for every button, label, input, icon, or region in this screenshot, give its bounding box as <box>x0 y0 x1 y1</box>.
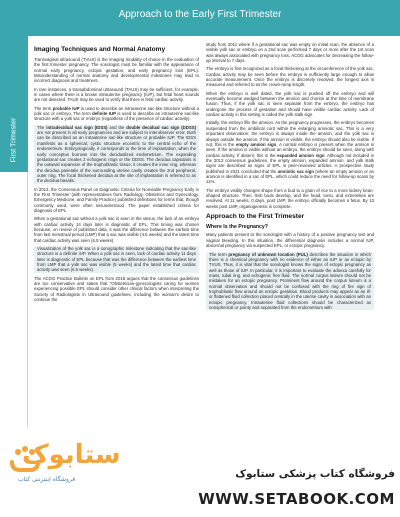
logo-tagline: فروشگاه اینترنتی کتاب <box>18 476 76 483</box>
key-term: pregnancy of unknown location (PUL) <box>228 251 308 257</box>
highlighted-paragraph: The intradecidual sac sign (IDSS) and the double decidual sac sign (DDSS) are not present in all early pregnancies and are subject to interobserver error. Both can be described as an intrauterine sac-like structure or probable IUP. The IDSS manifests as a spherical, cystic structure eccentric to the central echo of the endometrium. Embryologically, it corresponds to the time of implantation, when the early conceptus burrows into the decidualized endometrium. The expanding gestational sac creates 2 echogenic rings or the DDSS. The decidua capsularis is the outward expansion of the trophoblastic tissue; it creates the inner ring, whereas the decidua parietalis of the surrounding uterine cavity creates the 2nd peripheral, outer ring. The focal thickened decidua at the site of implantation is referred to as the decidua basalis. <box>34 125 199 184</box>
subsection-heading: Where Is the Pregnancy? <box>206 223 268 230</box>
section-heading: Approach to the First Trimester <box>206 212 305 220</box>
logo-wordmark: ستابوک <box>22 440 121 470</box>
left-text-column <box>34 42 199 434</box>
key-term: definite IUP <box>92 111 116 117</box>
right-text-column <box>206 42 374 434</box>
key-term: expanded amnion sign <box>277 152 325 158</box>
paragraph: study from 2011 where if a gestational sac was empty on initial scan, the absence of a visible yolk sac or embryo on a 2nd scan performed 7 days or more after the 1st scan was always associated with pregnancy loss. ACOG advocates for decreasing the follow-up interval to 7 days. <box>206 42 374 64</box>
section-heading: Imaging Techniques and Normal Anatomy <box>34 46 166 53</box>
side-tab-label: First Trimester <box>10 117 18 163</box>
side-section-tab <box>0 36 28 172</box>
setabook-logo <box>8 440 128 490</box>
key-term: probable IUP <box>52 105 80 111</box>
chapter-title: Approach to the Early First Trimester <box>118 9 282 20</box>
paragraph: In rare instances, a transabdominal ultrasound (TAUS) may be sufficient, for example, in cases where there is a known intrauterine pregnancy (IUP), but fetal heart sounds are not detected. TAUS may be used to verify that there is fetal cardiac activity. <box>34 86 199 103</box>
paragraph: Many patients present to the sonologist with a history of a positive pregnancy test and vaginal bleeding. In this situation, the differential diagnosis includes a normal IUP, abnormal pregnancy via suspected EPL, or ectopic pregnancy. <box>206 232 374 249</box>
key-term: empty amnion sign <box>235 141 277 147</box>
highlighted-paragraph: The term pregnancy of unknown location (PUL) describes the situation in which there is a chemical pregnancy with no evidence of either an IUP or an ectopic by TVUS. Thus, it is vital that the sonologist knows the signs of ectopic pregnancy as well as those of IUP. In particular, it is important to evaluate the adnexa carefully for mass, tubal ring, and echogenic free fluid. The normal corpus luteum should not be mistaken for an ectopic pregnancy. Prominent flow around the corpus luteum is a normal observation and should not be confused with the ring of fire sign of trophoblastic flow around an ectopic gestation. Blood products may appear as an ill- or flattened fluid collection placed centrally in the uterine cavity in association with an ectopic pregnancy. Intrauterine fluid collections should be characterized as nonspherical or pointy and separated from the endometrium with <box>206 252 374 311</box>
paragraph: When the embryo is well dated, the yolk sac is pushed off the embryo and will eventually become wedged between the amnion and chorion at the time of membrane fusion. Thus, if the yolk sac is seen separate from the embryo, the embryo has undergone the process of gestation and should have visible cardiac activity. Lack of cardiac activity in this setting is called the yolk stalk sign. <box>206 90 374 118</box>
paragraph: Initially, the embryo fills the amnion. As the pregnancy progresses, the embryo becomes suspended from the umbilical cord within the enlarging amniotic sac. This is a very important observation; the embryo is always inside the amnion, and the yolk sac is always outside the amnion. If the amnion is visible, the embryo should also be visible. If not, this is the empty amnion sign. A normal embryo is present when the amnion is seen. If the amnion is visible without an embryo, the embryo should be seen, along with cardiac activity. If absent, this is the expanded amnion sign. Although not included in the 2013 consensus guidelines, the empty amnion, expanded amnion, and yolk stalk signs are described as signs of EPL in peer-reviewed articles. A prospective study published in 2021 concluded that the amniotic sac sign (where an empty amnion or an amnion is identified in a sac of EPL, which could reduce the need for follow-up scans by 11%. <box>206 120 374 185</box>
paragraph: The ACOG Practice Bulletin on EPL from 2018 argues that the consensus guidelines are too conservative and states that "Obstetrician-gynecologists caring for women experiencing possible EPL should consider other clinical factors when interpreting the Society of Radiologists in Ultrasound guidelines, including the woman's desire to continue the <box>34 275 199 303</box>
chapter-header-bar <box>0 0 400 36</box>
paragraph: The term probable IUP is used to describe an intrauterine sac-like structure without a yolk sac or embryo. The term definite IUP is used to describe an intrauterine sac-like structure with a yolk sac or embryo (regardless of the presence of cardiac activity). <box>34 105 199 122</box>
banner-store-name: فروشگاه کتاب پزشکی ستابوک <box>235 468 395 480</box>
paragraph: In 2013, the Consensus Panel on Diagnostic Criteria for Nonviable Pregnancy Early in the First Trimester (with representatives from Radiology, Obstetrics and Gynecology, Emergency Medicine, and Family Practice) published definitions for terms that, though commonly used, were often misunderstood. The paper established criteria for diagnosis of EPL. <box>34 186 199 213</box>
key-term: intradecidual sac sign (IDSS) <box>46 124 108 130</box>
paragraph: When a gestational sac without a yolk sac is seen in the uterus, the lack of an embryo with cardiac activity 14 days later is diagnostic of EPL. This timing was chosen because, on review of published data, it was the difference between the earliest time from last menstrual period (LMP) that a sac was visible (4.5 weeks) and the latest time that cardiac activity was seen (6.5 weeks). <box>34 216 199 243</box>
paragraph: The embryo is first recognized as a focal thickening at the circumference of the yolk sac. Cardiac activity may be seen before the embryo is sufficiently large enough to allow accurate measurement. Once the embryo is discretely resolved, the longest axis is measured and referred to as the crown-rump length. <box>206 66 374 88</box>
side-divider <box>27 172 28 428</box>
highlighted-paragraph: Visualization of the yolk sac is a sonographic milestone indicating that the sac-like structure is a definite IUP. When a yolk sac is seen, lack of cardiac activity 11 days later is diagnostic of EPL because that was the difference between the earliest time from LMP that a yolk sac was visible (5 weeks) and the latest time that cardiac activity was seen (6.5 weeks). <box>34 246 199 273</box>
paragraph: The embryo visibly changes shape from a bud to a grain of rice to a more kidney bean-shaped structure. Then, limb buds develop, and the head, torso, and extremities are resolved. At 11 weeks, 0 days, post LMP, the embryo officially becomes a fetus. By 13 weeks post LMP, organogenesis is complete. <box>206 187 374 209</box>
banner-url[interactable]: WWW.SETABOOK.COM <box>198 490 395 508</box>
key-term: double decidual sac sign (DDSS) <box>126 124 196 130</box>
key-term: amniotic sac sign <box>277 168 314 174</box>
paragraph: Transvaginal ultrasound (TVUS) is the imaging modality of choice in the evaluation of the first trimester pregnancy. The sonologist must be familiar with the appearance of normal early pregnancy, ectopic gestation, and early pregnancy loss (EPL). Misunderstanding of normal anatomy and developmental milestones may lead to incorrect diagnosis and treatment. <box>34 57 199 84</box>
